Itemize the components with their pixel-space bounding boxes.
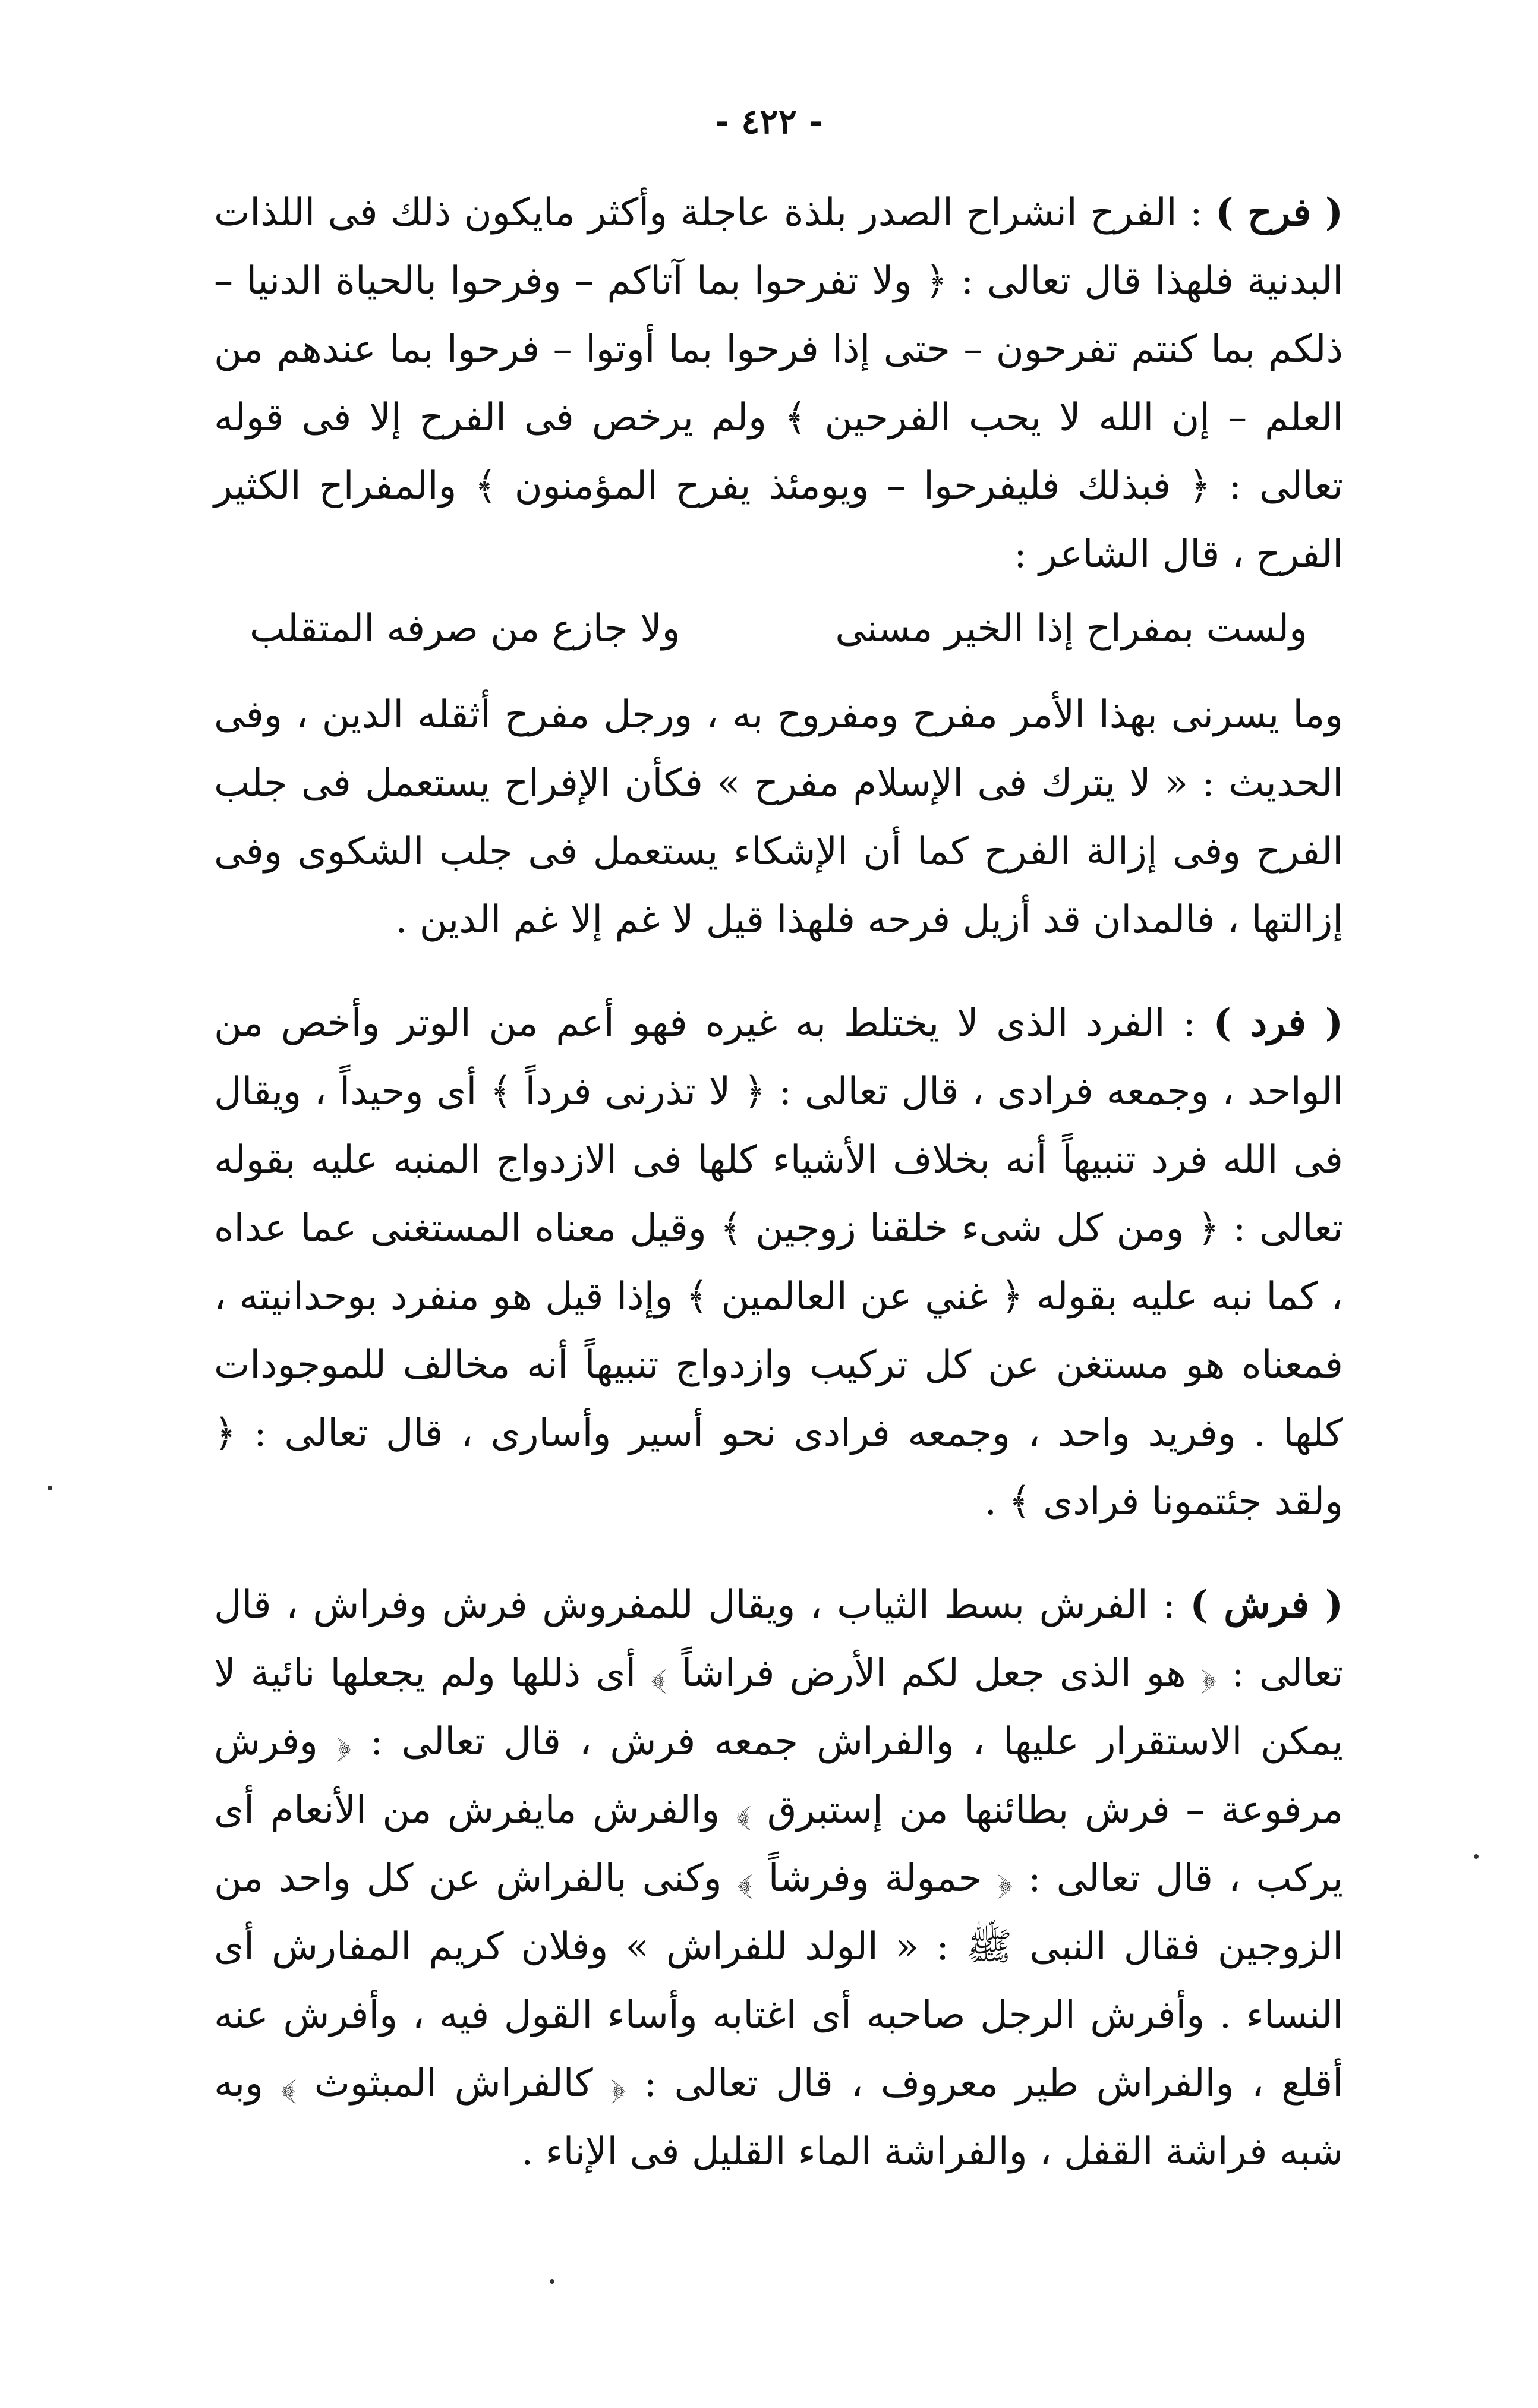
dictionary-text xyxy=(214,178,1343,2221)
verse-first-hemistich: ولست بمفراح إذا الخير مسنى xyxy=(835,607,1307,651)
headword: ( فرش ) xyxy=(1190,1583,1344,1627)
entry-paragraph xyxy=(214,1571,1343,2186)
entry-paragraph xyxy=(214,989,1343,1536)
entry-farah xyxy=(214,178,1343,954)
entry-text: : الفرش بسط الثياب ، ويقال للمفروش فرش وفراش ، قال تعالى : ﴿ هو الذى جعل لكم الأرض فراشاً ﴾ أى ذللها ولم يجعلها نائية لا يمكن الاستقرار عليها ، والفراش جمعه فرش ، قال تعالى : ﴿ وفرش مرفوعة – فرش بطائنها من إستبرق ﴾ والفرش مايفرش من الأنعام أى يركب ، قال تعالى : ﴿ حمولة وفرشاً ﴾ وكنى بالفراش عن كل واحد من الزوجين فقال النبى ﷺ : « الولد للفراش » وفلان كريم المفارش أى النساء . وأفرش الرجل صاحبه أى اغتابه وأساء القول فيه ، وأفرش عنه أقلع ، والفراش طير معروف ، قال تعالى : ﴿ كالفراش المبثوث ﴾ وبه شبه فراشة القفل ، والفراشة الماء القليل فى الإناء . xyxy=(214,1583,1344,2174)
scan-speck xyxy=(1474,1854,1479,1859)
entry-continuation: وما يسرنى بهذا الأمر مفرح ومفروح به ، ورجل مفرح أثقله الدين ، وفى الحديث : « لا يترك فى الإسلام مفرح » فكأن الإفراح يستعمل فى جلب الفرح وفى إزالة الفرح كما أن الإشكاء يستعمل فى جلب الشكوى وفى إزالتها ، فالمدان قد أزيل فرحه فلهذا قيل لا غم إلا غم الدين . xyxy=(214,693,1343,942)
scan-speck xyxy=(550,2279,554,2284)
entry-paragraph xyxy=(214,178,1343,589)
poetry-verse xyxy=(214,589,1343,681)
entry-text: : الفرد الذى لا يختلط به غيره فهو أعم من الوتر وأخص من الواحد ، وجمعه فرادى ، قال تعالى : ﴿ لا تذرنى فرداً ﴾ أى وحيداً ، ويقال فى الله فرد تنبيهاً أنه بخلاف الأشياء كلها فى الازدواج المنبه عليه بقوله تعالى : ﴿ ومن كل شىء خلقنا زوجين ﴾ وقيل معناه المستغنى عما عداه ، كما نبه عليه بقوله ﴿ غني عن العالمين ﴾ وإذا قيل هو منفرد بوحدانيته ، فمعناه هو مستغن عن كل تركيب وازدواج تنبيهاً أنه مخالف للموجودات كلها . وفريد واحد ، وجمعه فرادى نحو أسير وأسارى ، قال تعالى : ﴿ ولقد جئتمونا فرادى ﴾ . xyxy=(214,1001,1344,1524)
headword: ( فرح ) xyxy=(1215,190,1344,235)
scan-speck xyxy=(48,1486,52,1490)
entry-fard xyxy=(214,989,1343,1536)
entry-text: : الفرح انشراح الصدر بلذة عاجلة وأكثر مايكون ذلك فى اللذات البدنية فلهذا قال تعالى : ﴿ ولا تفرحوا بما آتاكم – وفرحوا بالحياة الدنيا – ذلكم بما كنتم تفرحون – حتى إذا فرحوا بما أوتوا – فرحوا بما عندهم من العلم – إن الله لا يحب الفرحين ﴾ ولم يرخص فى الفرح إلا فى قوله تعالى : ﴿ فبذلك فليفرحوا – ويومئذ يفرح المؤمنون ﴾ والمفراح الكثير الفرح ، قال الشاعر : xyxy=(214,191,1344,576)
page-number: - ٤٢٢ - xyxy=(715,101,823,141)
entry-farsh xyxy=(214,1571,1343,2186)
headword: ( فرد ) xyxy=(1213,1001,1344,1045)
verse-second-hemistich: ولا جازع من صرفه المتقلب xyxy=(250,607,680,651)
